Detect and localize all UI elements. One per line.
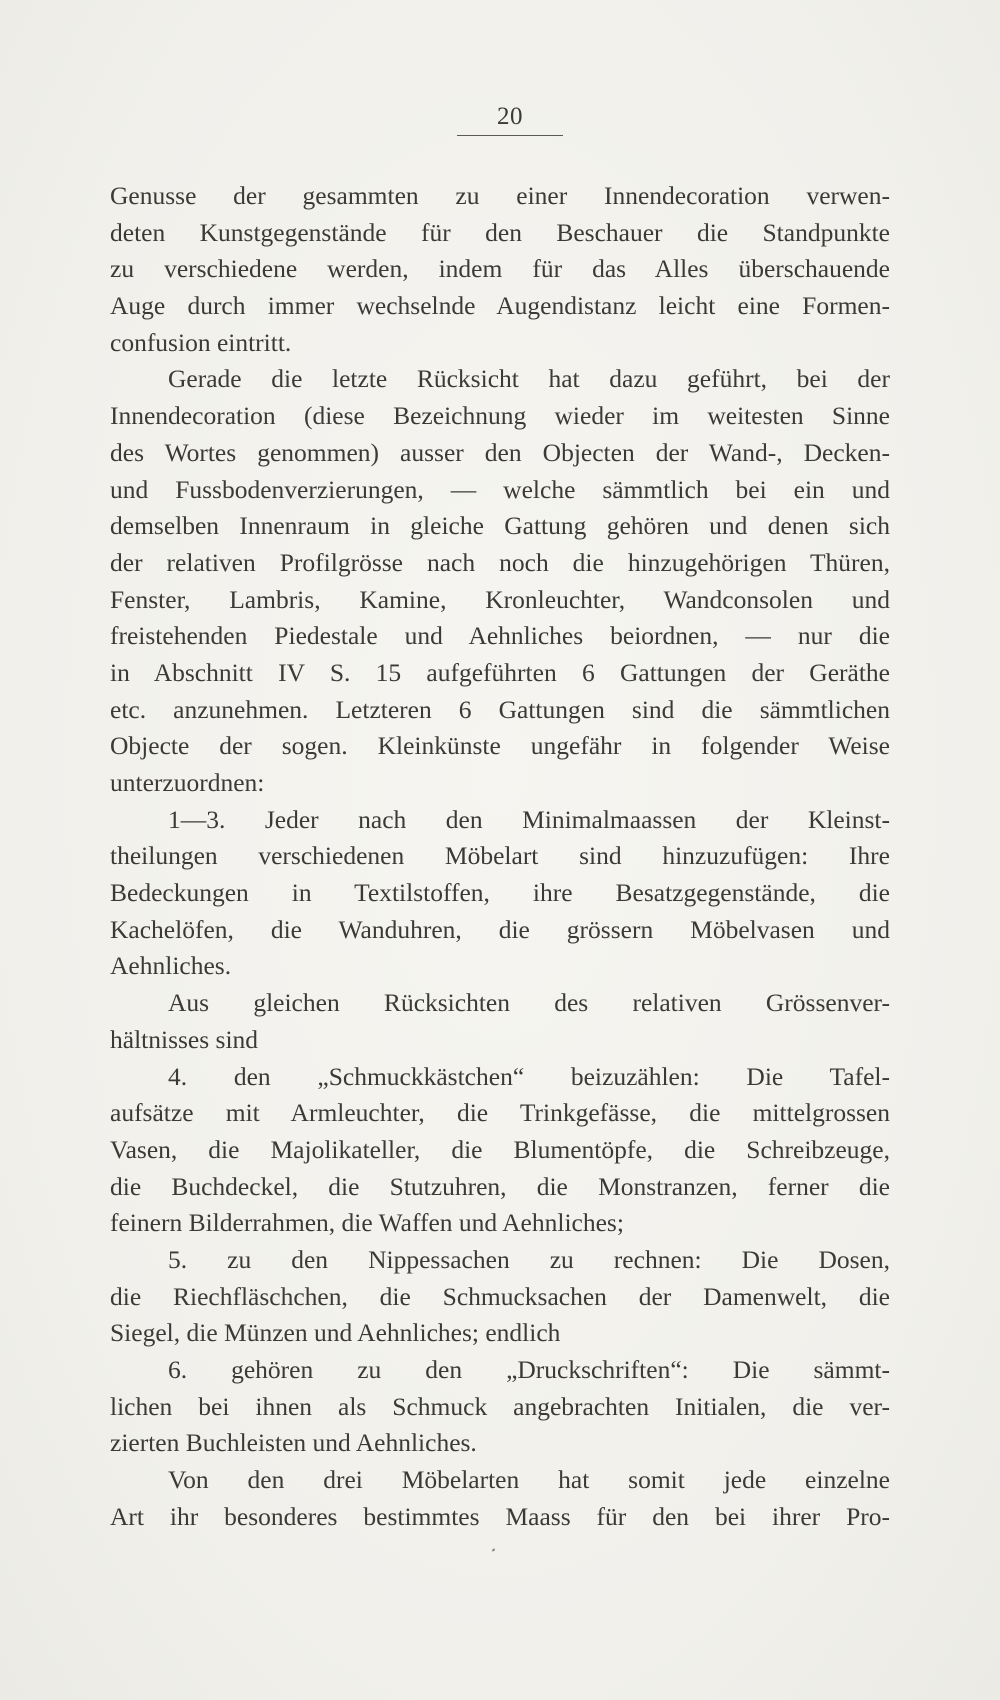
text-line: 5. zu den Nippessachen zu rechnen: Die Dosen, [168,1244,890,1274]
text-line: Siegel, die Münzen und Aehnliches; endlich [110,1318,561,1348]
text-line: 1—3. Jeder nach den Minimalmaassen der Kleinst- [168,804,890,834]
text-line: die Buchdeckel, die Stutzuhren, die Monstranzen, ferner die [110,1171,890,1201]
text-line: Von den drei Möbelarten hat somit jede einzelne [168,1465,890,1495]
text-line: 6. gehören zu den „Druckschriften“: Die sämmt- [168,1355,890,1384]
text-line: Auge durch immer wechselnde Augendistanz leicht eine Formen- [110,291,890,321]
text-line: deten Kunstgegenstände für den Beschauer die Standpunkte [110,217,890,247]
text-line: Fenster, Lambris, Kamine, Kronleuchter, Wandconsolen und [110,584,890,614]
text-line: Aehnliches. [110,951,232,981]
text-line: des Wortes genommen) ausser den Objecten der Wand-, Decken- [110,437,890,467]
text-line: aufsätze mit Armleuchter, die Trinkgefässe, die mittelgrossen [110,1098,890,1128]
text-line: in Abschnitt IV S. 15 aufgeführten 6 Gattungen der Geräthe [110,657,890,687]
text-line: und Fussbodenverzierungen, — welche sämmtlich bei ein und [110,474,890,504]
page-number: 20 [457,103,563,136]
text-line: zierten Buchleisten und Aehnliches. [110,1428,477,1458]
text-line: confusion eintritt. [110,327,292,357]
text-line: 4. den „Schmuckkästchen“ beizuzählen: Die Tafel- [168,1061,890,1091]
text-line: hältnisses sind [110,1024,259,1054]
text-line: zu verschiedene werden, indem für das Alles überschauende [110,254,890,284]
text-line: Genusse der gesammten zu einer Innendecoration verwen- [110,181,890,210]
text-line: Vasen, die Majolikateller, die Blumentöpfe, die Schreibzeuge, [110,1134,890,1164]
text-line: Kachelöfen, die Wanduhren, die grössern Möbelvasen und [110,914,890,944]
text-line: Innendecoration (diese Bezeichnung wieder im weitesten Sinne [110,401,890,431]
text-line: unterzuordnen: [110,768,265,797]
text-line: Aus gleichen Rücksichten des relativen Grössenver- [168,988,890,1018]
text-line: theilungen verschiedenen Möbelart sind hinzuzufügen: Ihre [110,841,890,871]
text-line: demselben Innenraum in gleiche Gattung gehören und denen sich [110,511,890,541]
text-line: Art ihr besonderes bestimmtes Maass für den bei ihrer Pro- [110,1501,890,1531]
text-line: die Riechfläschchen, die Schmucksachen der Damenwelt, die [110,1281,890,1311]
page-header [0,103,1000,136]
text-line: Objecte der sogen. Kleinkünste ungefähr in folgender Weise [110,731,890,761]
text-line: der relativen Profilgrösse nach noch die hinzugehörigen Thüren, [110,547,890,577]
print-speck [492,1548,496,1551]
text-line: Gerade die letzte Rücksicht hat dazu geführt, bei der [168,364,890,394]
text-line: feinern Bilderrahmen, die Waffen und Aehnliches; [110,1208,624,1238]
text-line: lichen bei ihnen als Schmuck angebrachten Initialen, die ver- [110,1391,890,1421]
text-line: etc. anzunehmen. Letzteren 6 Gattungen sind die sämmtlichen [110,694,890,724]
text-line: freistehenden Piedestale und Aehnliches beiordnen, — nur die [110,621,890,651]
body-text [110,178,890,1535]
text-line: Bedeckungen in Textilstoffen, ihre Besatzgegenstände, die [110,878,890,908]
